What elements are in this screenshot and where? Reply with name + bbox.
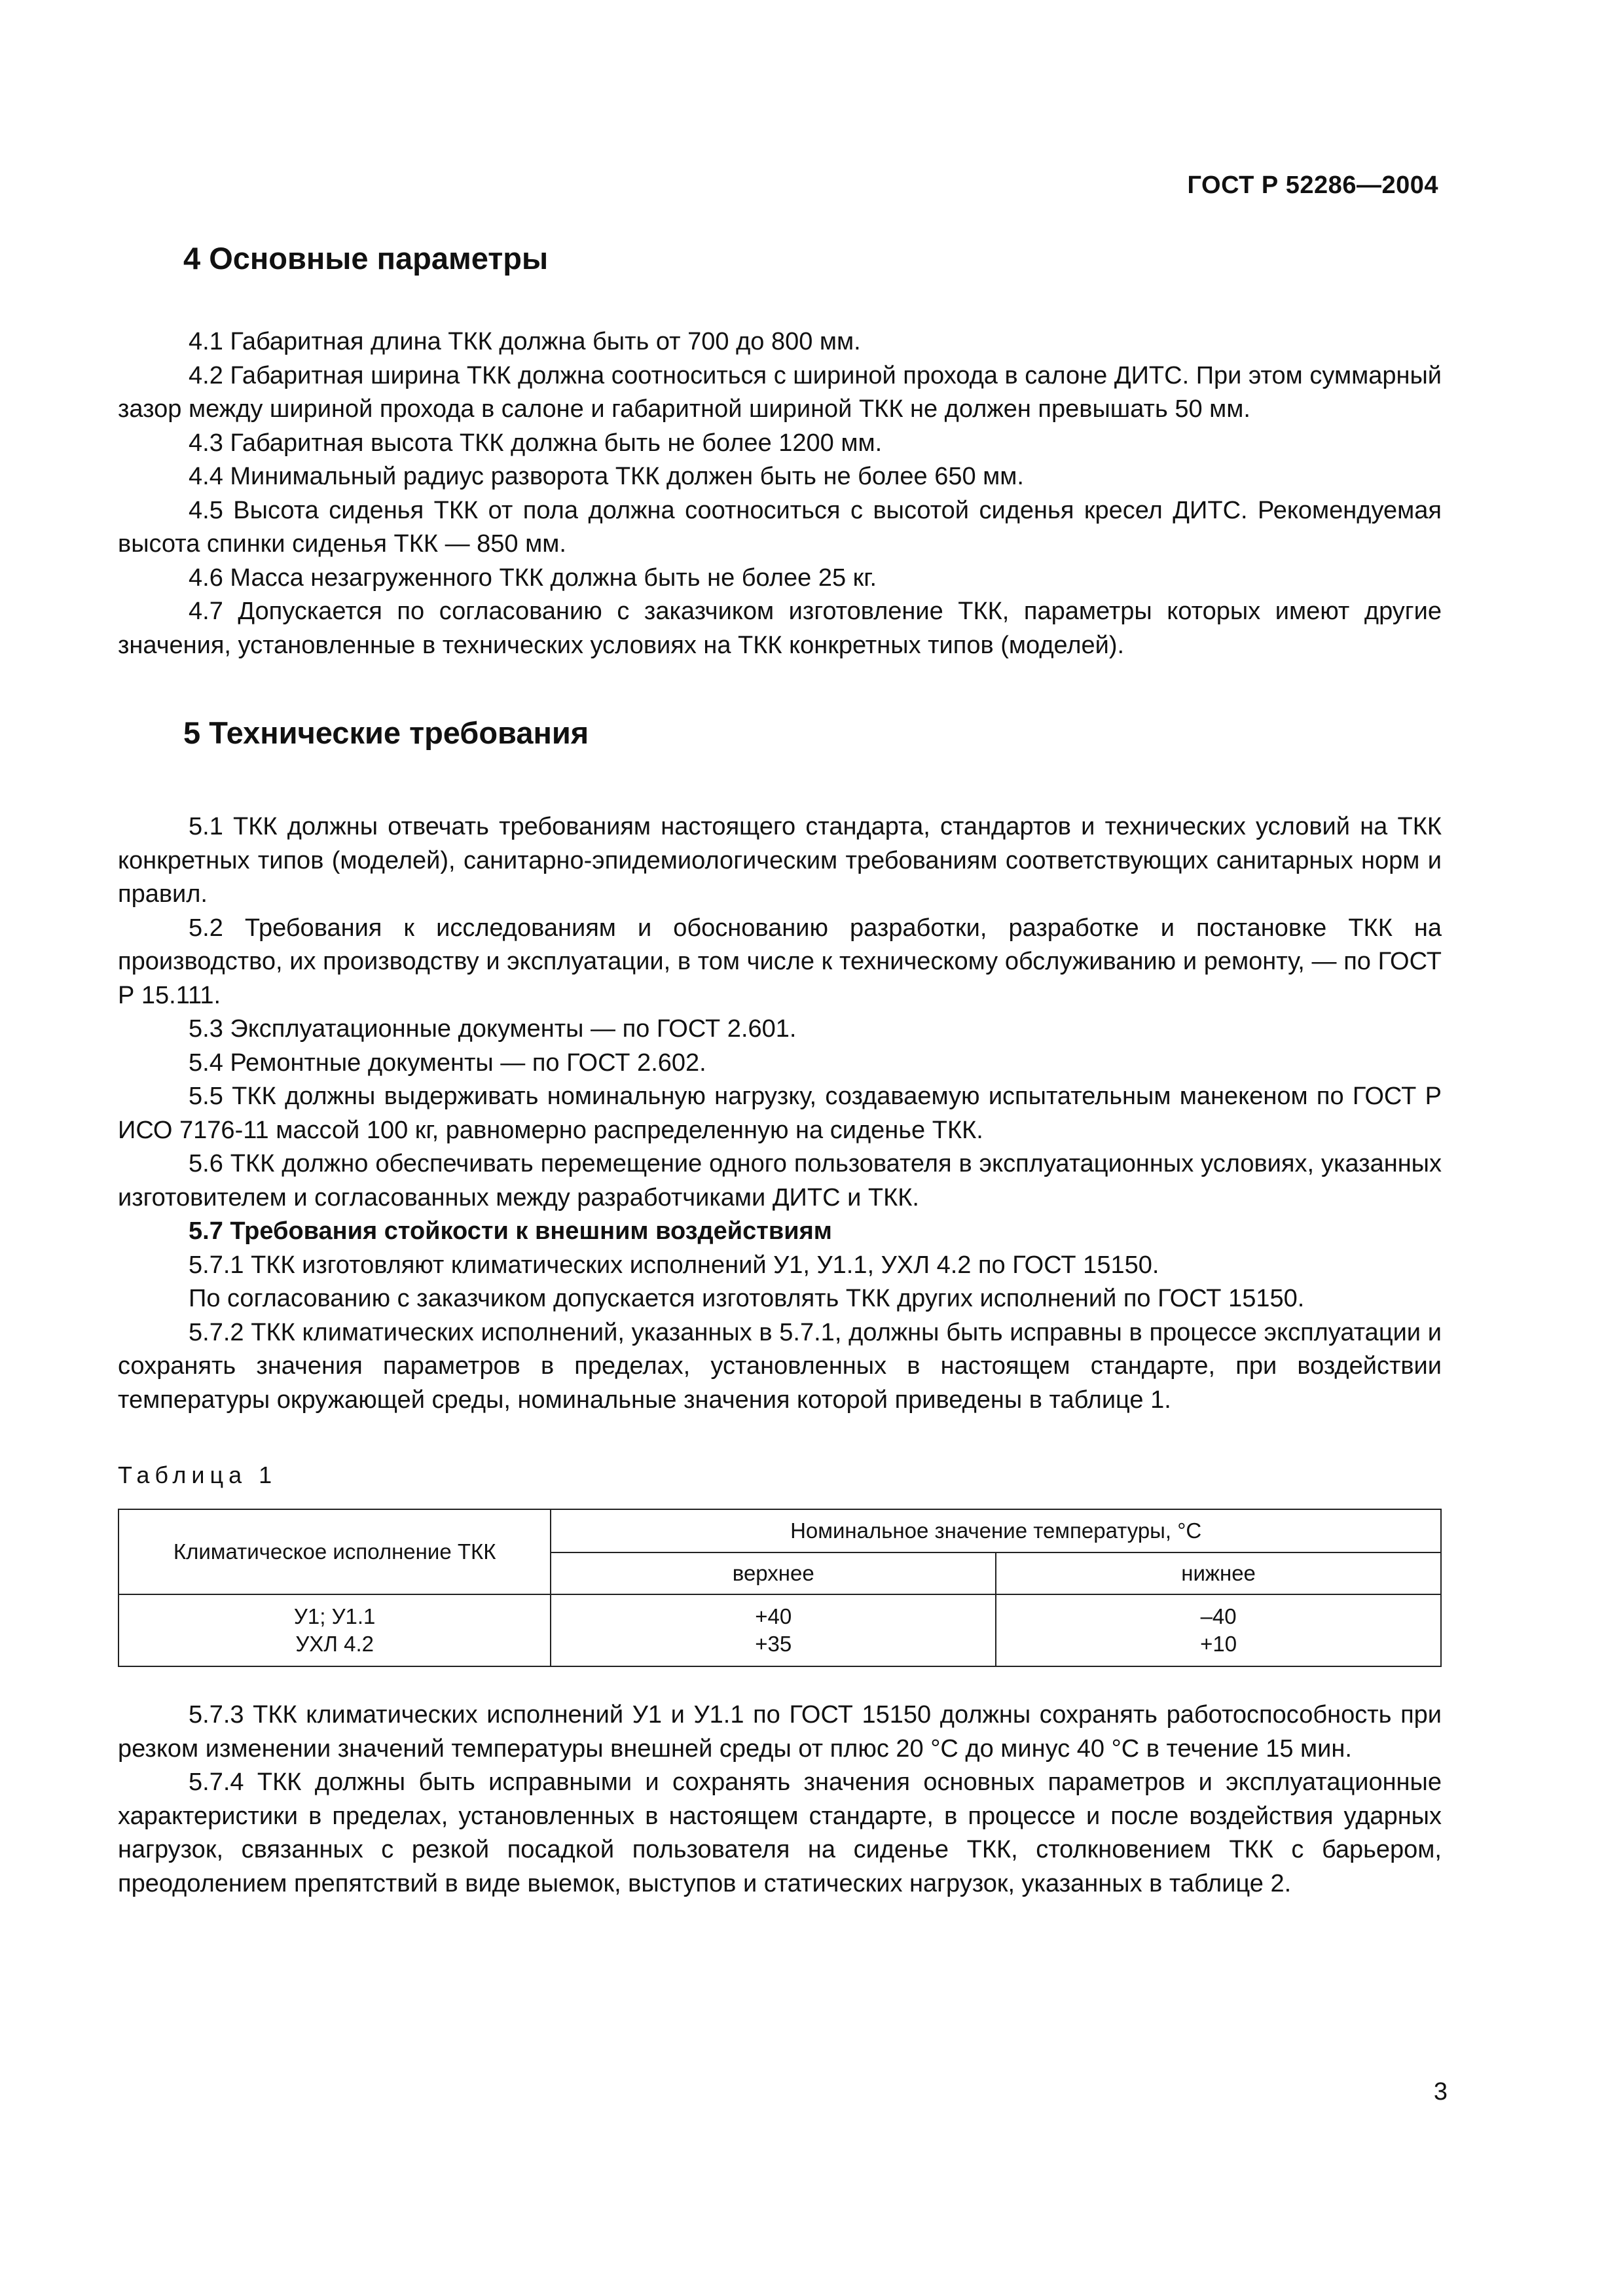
paragraph-5-2: 5.2 Требования к исследованиям и обоснованию разработки, разработке и постановке ТКК на производство, их производству и эксплуатации, в том числе к техническому обслуживанию и ремонту, — по ГОСТ Р 15.111. <box>118 914 1442 1009</box>
section-5-title: 5 Технические требования <box>183 715 589 750</box>
paragraph-5-4: 5.4 Ремонтные документы — по ГОСТ 2.602. <box>189 1049 706 1077</box>
cell-versions <box>119 1594 551 1666</box>
cell-lower-values <box>996 1594 1441 1666</box>
section-4 <box>118 232 1442 662</box>
header-climatic-version: Климатическое исполнение ТКК <box>119 1509 551 1594</box>
paragraph-4-1: 4.1 Габаритная длина ТКК должна быть от 700 до 800 мм. <box>189 328 861 355</box>
paragraph-5-6: 5.6 ТКК должно обеспечивать перемещение одного пользователя в эксплуатационных условиях, указанных изготовителем и согласованных между разработчиками ДИТС и ТКК. <box>118 1150 1442 1211</box>
table-row <box>119 1594 1441 1666</box>
after-table-text <box>118 1698 1442 1901</box>
paragraph-5-7-3: 5.7.3 ТКК климатических исполнений У1 и У1.1 по ГОСТ 15150 должны сохранять работоспособность при резком изменении значений температуры внешней среды от плюс 20 °С до минус 40 °С в течение 15 мин. <box>118 1701 1442 1763</box>
paragraph-4-3: 4.3 Габаритная высота ТКК должна быть не более 1200 мм. <box>189 429 883 457</box>
cell-upper: +40 <box>755 1604 792 1628</box>
paragraph-5-7-1-note: По согласованию с заказчиком допускается изготовлять ТКК других исполнений по ГОСТ 15150. <box>189 1285 1305 1312</box>
table-1 <box>118 1509 1442 1667</box>
paragraph-4-2: 4.2 Габаритная ширина ТКК должна соотноситься с шириной прохода в салоне ДИТС. При этом суммарный зазор между шириной прохода в салоне и габаритной шириной ТКК не должен превышать 50 мм. <box>118 361 1442 423</box>
paragraph-5-5: 5.5 ТКК должны выдерживать номинальную нагрузку, создаваемую испытательным манекеном по ГОСТ Р ИСО 7176-11 массой 100 кг, равномерно распределенную на сиденье ТКК. <box>118 1083 1442 1144</box>
table-caption: Таблица 1 <box>118 1462 278 1488</box>
page-content <box>118 232 1442 1901</box>
section-4-title: 4 Основные параметры <box>183 241 549 276</box>
subsection-5-7-title: 5.7 Требования стойкости к внешним воздействиям <box>189 1217 832 1245</box>
paragraph-4-5: 4.5 Высота сиденья ТКК от пола должна соотноситься с высотой сиденья кресел ДИТС. Рекомендуемая высота спинки сиденья ТКК — 850 мм. <box>118 496 1442 558</box>
cell-upper: +35 <box>755 1632 792 1656</box>
paragraph-4-7: 4.7 Допускается по согласованию с заказчиком изготовление ТКК, параметры которых имеют другие значения, установленные в технических условиях на ТКК конкретных типов (моделей). <box>118 598 1442 659</box>
paragraph-5-7-2: 5.7.2 ТКК климатических исполнений, указанных в 5.7.1, должны быть исправны в процессе эксплуатации и сохранять значения параметров в пределах, установленных в настоящем стандарте, при воздействии температуры окружающей среды, номинальные значения которой приведены в таблице 1. <box>118 1318 1442 1414</box>
table-header-row <box>119 1509 1441 1552</box>
cell-lower: –40 <box>1200 1604 1237 1628</box>
document-code: ГОСТ Р 52286—2004 <box>1187 171 1438 199</box>
cell-lower: +10 <box>1200 1632 1237 1656</box>
paragraph-4-6: 4.6 Масса незагруженного ТКК должна быть не более 25 кг. <box>189 564 877 592</box>
cell-version: У1; У1.1 <box>293 1604 376 1628</box>
paragraph-5-3: 5.3 Эксплуатационные документы — по ГОСТ 2.601. <box>189 1015 797 1043</box>
cell-upper-values <box>551 1594 996 1666</box>
header-temperature-group: Номинальное значение температуры, °С <box>551 1509 1441 1552</box>
paragraph-5-7-1: 5.7.1 ТКК изготовляют климатических исполнений У1, У1.1, УХЛ 4.2 по ГОСТ 15150. <box>189 1251 1159 1279</box>
paragraph-5-7-4: 5.7.4 ТКК должны быть исправными и сохранять значения основных параметров и эксплуатационные характеристики в пределах, установленных в настоящем стандарте, в процессе и после воздействия ударных нагрузок, связанных с резкой посадкой пользователя на сиденье ТКК, столкновением ТКК с барьером, преодолением препятствий в виде выемок, выступов и статических нагрузок, указанных в таблице 2. <box>118 1768 1442 1897</box>
section-5 <box>118 707 1442 1901</box>
cell-version: УХЛ 4.2 <box>295 1632 374 1656</box>
header-upper: верхнее <box>551 1552 996 1594</box>
header-lower: нижнее <box>996 1552 1441 1594</box>
paragraph-5-1: 5.1 ТКК должны отвечать требованиям настоящего стандарта, стандартов и технических условий на ТКК конкретных типов (моделей), санитарно-эпидемиологическим требованиям соответствующих санитарных норм и правил. <box>118 813 1442 908</box>
paragraph-4-4: 4.4 Минимальный радиус разворота ТКК должен быть не более 650 мм. <box>189 463 1024 490</box>
page-number: 3 <box>1433 2078 1448 2106</box>
